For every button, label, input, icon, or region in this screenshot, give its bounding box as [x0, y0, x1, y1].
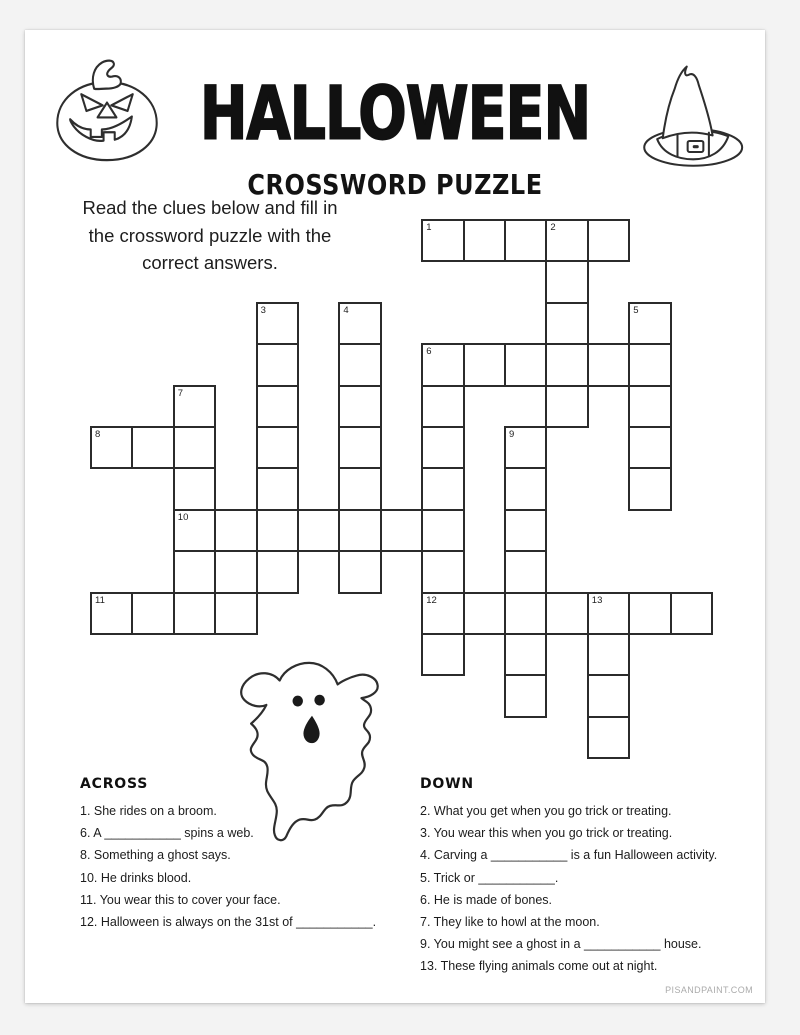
grid-cell	[421, 219, 464, 262]
clue-number: 7	[177, 387, 184, 399]
grid-cell	[545, 385, 588, 428]
grid-cell	[256, 302, 299, 345]
clue-number: 5	[633, 304, 639, 316]
grid-cell	[256, 509, 299, 552]
grid-cell	[338, 467, 381, 510]
grid-cell	[545, 302, 588, 345]
grid-cell	[338, 509, 381, 552]
grid-cell	[256, 343, 299, 386]
down-clue: 13. These flying animals come out at night.	[420, 959, 658, 974]
grid-cell	[338, 302, 381, 345]
grid-cell	[670, 592, 713, 635]
grid-cell	[297, 509, 340, 552]
grid-cell	[504, 592, 547, 635]
grid-cell	[421, 550, 464, 593]
grid-cell	[131, 592, 174, 635]
clue-number: 13	[591, 594, 603, 606]
grid-cell	[173, 467, 216, 510]
grid-cell	[463, 343, 506, 386]
grid-cell	[504, 426, 547, 469]
grid-cell	[421, 509, 464, 552]
grid-cell	[338, 343, 381, 386]
grid-cell	[587, 633, 630, 676]
grid-cell	[463, 219, 506, 262]
grid-cell	[173, 426, 216, 469]
grid-cell	[628, 343, 671, 386]
grid-cell	[131, 426, 174, 469]
across-clue: 10. He drinks blood.	[80, 870, 192, 885]
down-clue: 9. You might see a ghost in a ___________ house.	[420, 937, 702, 952]
across-clue: 11. You wear this to cover your face.	[80, 892, 281, 907]
grid-cell	[504, 219, 547, 262]
across-clue: 6. A ___________ spins a web.	[80, 826, 254, 841]
grid-cell	[380, 509, 423, 552]
grid-cell	[90, 592, 133, 635]
grid-cell	[90, 426, 133, 469]
clue-number: 10	[177, 511, 189, 523]
grid-cell	[463, 592, 506, 635]
grid-cell	[173, 592, 216, 635]
grid-cell	[545, 260, 588, 303]
down-heading: DOWN	[420, 776, 474, 792]
grid-cell	[504, 550, 547, 593]
grid-cell	[587, 674, 630, 717]
grid-cell	[628, 467, 671, 510]
clue-number: 6	[426, 346, 432, 358]
across-section	[80, 776, 410, 933]
across-heading: ACROSS	[80, 776, 149, 792]
grid-cell	[214, 592, 257, 635]
clue-number: 2	[550, 222, 556, 233]
grid-cell	[545, 343, 588, 386]
grid-cell	[504, 674, 547, 717]
grid-cell	[504, 467, 547, 510]
grid-cell	[256, 385, 299, 428]
grid-cell	[338, 426, 381, 469]
grid-cell	[421, 592, 464, 635]
down-clue: 3. You wear this when you go trick or treating.	[420, 826, 673, 841]
across-clue: 1. She rides on a broom.	[80, 804, 217, 818]
clue-number: 12	[426, 594, 437, 606]
grid-cell	[173, 509, 216, 552]
grid-cell	[504, 343, 547, 386]
instructions-line: Read the clues below and fill in	[82, 197, 338, 218]
page-subtitle: CROSSWORD PUZZLE	[247, 168, 543, 202]
grid-cell	[256, 426, 299, 469]
grid-cell	[587, 219, 630, 262]
grid-cell	[587, 716, 630, 759]
grid-cell	[628, 426, 671, 469]
grid-cell	[421, 385, 464, 428]
grid-cell	[628, 302, 671, 345]
down-section	[420, 776, 760, 978]
across-clues	[80, 800, 410, 933]
clue-number: 9	[509, 429, 515, 440]
clue-number: 4	[343, 304, 349, 316]
grid-cell	[421, 467, 464, 510]
grid-cell	[421, 343, 464, 386]
grid-cell	[214, 509, 257, 552]
across-clue: 12. Halloween is always on the 31st of ___________.	[80, 915, 377, 930]
grid-cell	[421, 633, 464, 676]
grid-cell	[545, 219, 588, 262]
down-clue: 5. Trick or ___________.	[420, 870, 559, 885]
clue-number: 3	[260, 304, 266, 316]
grid-cell	[338, 385, 381, 428]
down-clues	[420, 800, 760, 978]
grid-cell	[173, 385, 216, 428]
grid-cell	[421, 426, 464, 469]
grid-cell	[338, 550, 381, 593]
grid-cell	[628, 385, 671, 428]
grid-cell	[256, 467, 299, 510]
down-clue: 2. What you get when you go trick or treating.	[420, 804, 672, 818]
page-title: HALLOWEEN	[199, 72, 591, 157]
watermark: PISANDPAINT.COM	[665, 985, 753, 995]
down-clue: 7. They like to howl at the moon.	[420, 915, 600, 930]
instructions-line: the crossword puzzle with the	[88, 224, 332, 246]
grid-cell	[256, 550, 299, 593]
grid-cell	[587, 592, 630, 635]
down-clue: 6. He is made of bones.	[420, 892, 553, 907]
clue-number: 1	[426, 222, 432, 233]
grid-cell	[504, 633, 547, 676]
across-clue: 8. Something a ghost says.	[80, 848, 231, 863]
instructions-line: correct answers.	[142, 252, 278, 274]
clue-number: 11	[95, 594, 105, 606]
grid-cell	[173, 550, 216, 593]
grid-cell	[587, 343, 630, 386]
printable-page	[25, 30, 765, 1003]
grid-cell	[545, 592, 588, 635]
clue-number: 8	[95, 429, 101, 440]
grid-cell	[628, 592, 671, 635]
grid-cell	[504, 509, 547, 552]
down-clue: 4. Carving a ___________ is a fun Halloween activity.	[420, 848, 718, 863]
